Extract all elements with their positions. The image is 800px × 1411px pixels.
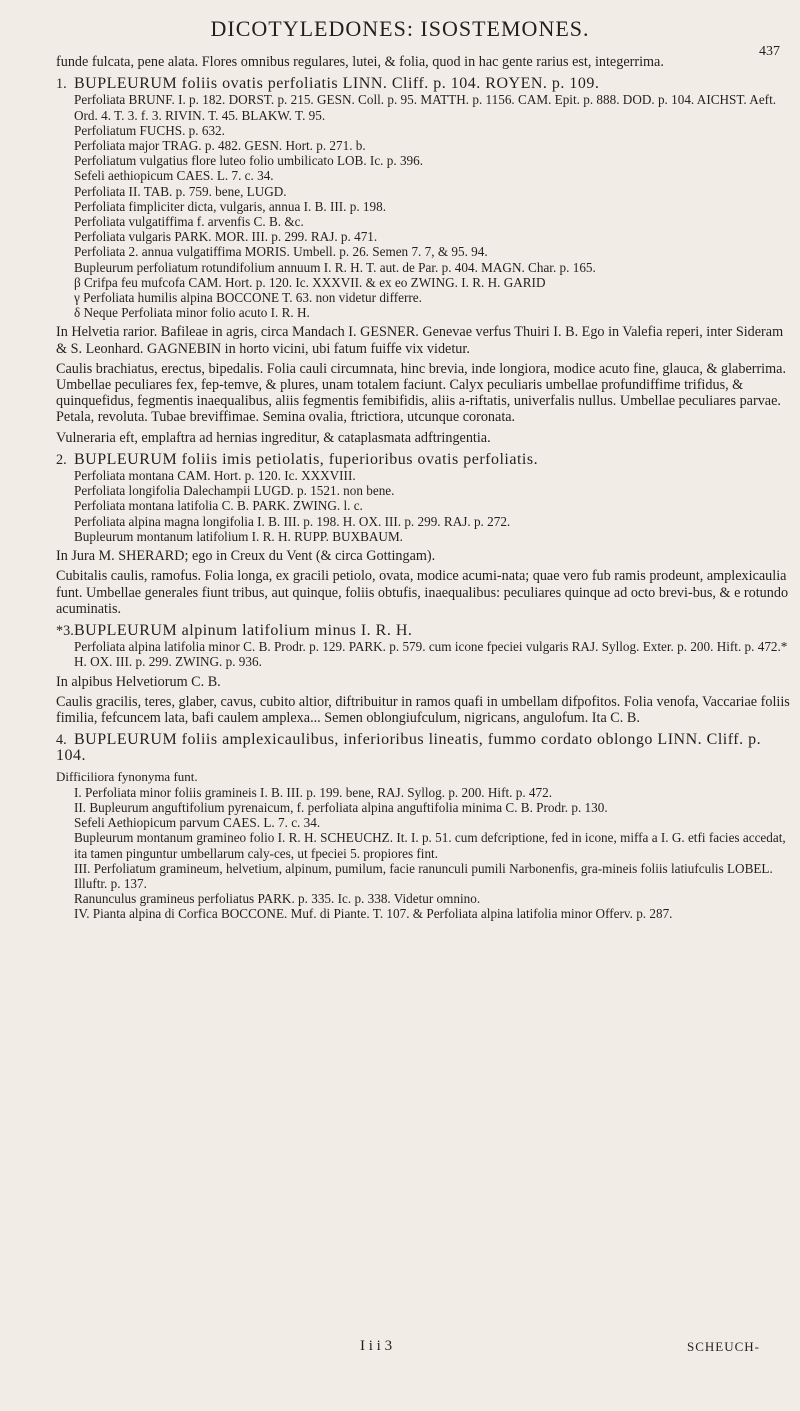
page-number: 437 [759, 44, 780, 59]
entry-3-synonyms [56, 639, 790, 669]
synonym-line: Perfoliata major TRAG. p. 482. GESN. Hort. p. 271. b. [74, 138, 366, 154]
synonym-line: Perfoliata vulgatiffima f. arvenfis C. B. &c. [74, 214, 304, 230]
synonym-line: Perfoliata 2. annua vulgatiffima MORIS. Umbell. p. 26. Semen 7. 7, & 95. 94. [74, 244, 488, 260]
entry-title: BUPLEURUM alpinum latifolium minus I. R. H. [74, 621, 413, 639]
synonym-line: Perfoliata montana CAM. Hort. p. 120. Ic. XXXVIII. [74, 468, 356, 484]
synonym-line: Perfoliata montana latifolia C. B. PARK. ZWING. l. c. [74, 498, 363, 514]
description-paragraph: Cubitalis caulis, ramofus. Folia longa, ex gracili petiolo, ovata, modice acumi-nata; quae vero fub ramis prodeunt, amplexicaulia funt. Umbellae generales fiunt tribus, aut quinque, foliis obtufis, inaequalibus: peculiares quinque ad octo brevi-bus, & e rotundo acuminatis. [56, 568, 789, 617]
synonym-line: Perfoliata II. TAB. p. 759. bene, LUGD. [74, 183, 287, 199]
habitat-paragraph: In alpibus Helvetiorum C. B. [56, 673, 221, 690]
synonym-line: III. Perfoliatum gramineum, helvetium, alpinum, pumilum, facie ranunculi pumili Narbonenfis, gra-mineis foliis latiufculis LOBEL. Illuftr. p. 137. [74, 860, 773, 891]
synonym-line: γ Perfoliata humilis alpina BOCCONE T. 63. non videtur differre. [74, 290, 422, 306]
description-paragraph: Caulis brachiatus, erectus, bipedalis. Folia cauli circumnata, hinc brevia, inde longiora, modice acuto fine, glauca, & glaberrima. Umbellae peculiares fex, fep-temve, & plures, unam totalem faciunt. Calyx peculiaris umbellae profundiffime trifidus, & quinquefidus, fegmentis inaequalibus, aliis fegmentis femibifidis, aliis a-riftatis, univerfalis nullus. Umbellae peculiares parvae. Petala, revoluta. Tubae breviffimae. Semina ovalia, ftrictiora, utcunque coronata. [56, 360, 787, 426]
synonym-line: I. Perfoliata minor foliis gramineis I. B. III. p. 199. bene, RAJ. Syllog. p. 200. Hift. p. 472. [74, 784, 552, 800]
entry-number: 4. [56, 732, 67, 749]
entry-number: 2. [56, 451, 67, 468]
synonym-line: Sefeli aethiopicum CAES. L. 7. c. 34. [74, 168, 274, 184]
entry-2-synonyms [56, 468, 790, 544]
body-text [56, 54, 790, 922]
synonym-line: Perfoliata alpina latifolia minor C. B. Prodr. p. 129. PARK. p. 579. cum icone fpeciei vulgaris RAJ. Syllog. Exter. p. 200. Hift. p. 472.* H. OX. III. p. 299. ZWING. p. 936. [74, 639, 788, 670]
synonym-line: Perfoliata BRUNF. I. p. 182. DORST. p. 215. GESN. Coll. p. 95. MATTH. p. 1156. CAM. Epit. p. 888. DOD. p. 104. AICHST. Aeft. Ord. 4. T. 3. f. 3. RIVIN. T. 45. BLAKW. T. 95. [74, 92, 777, 123]
description-paragraph: Caulis gracilis, teres, glaber, cavus, cubito altior, diftribuitur in ramos quafi in umbellam difpofitos. Folia venofa, Vaccariae foliis fimilia, fefcuncem lata, bafi caulem amplexa... Semen oblongiufculum, nigricans, angulofum. Ita C. B. [56, 693, 790, 726]
entry-1-synonyms [56, 92, 790, 320]
synonym-line: Perfoliatum FUCHS. p. 632. [74, 122, 225, 138]
entry-title: BUPLEURUM foliis ovatis perfoliatis LINN. Cliff. p. 104. ROYEN. p. 109. [74, 75, 600, 93]
catchword: SCHEUCH- [686, 1339, 760, 1354]
entry-title: BUPLEURUM foliis imis petiolatis, fuperioribus ovatis perfoliatis. [74, 450, 539, 468]
synonym-line: Perfoliata alpina magna longifolia I. B. III. p. 198. H. OX. III. p. 299. RAJ. p. 272. [74, 513, 511, 529]
synonym-line: β Crifpa feu mufcofa CAM. Hort. p. 120. Ic. XXXVII. & ex eo ZWING. I. R. H. GARID [74, 274, 546, 290]
use-paragraph: Vulneraria eft, emplaftra ad hernias ingreditur, & cataplasmata adftringentia. [56, 429, 491, 446]
entry-4-heading [56, 732, 790, 764]
entry-4-synonyms [56, 785, 790, 922]
synonym-line: Perfoliata vulgaris PARK. MOR. III. p. 299. RAJ. p. 471. [74, 229, 378, 245]
synonym-line: Bupleurum montanum gramineo folio I. R. H. SCHEUCHZ. It. I. p. 51. cum defcriptione, fed in icone, miffa a I. G. etfi facies accedat, ita tamen pinguntur umbellarum caly-ces, ut fpeciei 5. propiores fint. [74, 830, 786, 861]
synonym-line: Bupleurum montanum latifolium I. R. H. RUPP. BUXBAUM. [74, 528, 403, 544]
synonym-line: Ranunculus gramineus perfoliatus PARK. p. 335. Ic. p. 338. Videtur omnino. [74, 891, 481, 907]
synonym-line: Perfoliata fimpliciter dicta, vulgaris, annua I. B. III. p. 198. [74, 198, 387, 214]
intro-paragraph: funde fulcata, pene alata. Flores omnibus regulares, lutei, & folia, quod in hac gente rarius est, integerrima. [56, 54, 664, 70]
entry-1-heading [56, 76, 790, 92]
habitat-paragraph: In Jura M. SHERARD; ego in Creux du Vent (& circa Gottingam). [56, 548, 436, 565]
synonym-line: II. Bupleurum anguftifolium pyrenaicum, f. perfoliata alpina anguftifolia minima C. B. Prodr. p. 130. [74, 799, 608, 815]
entry-title: BUPLEURUM foliis amplexicaulibus, inferioribus lineatis, fummo cordato oblongo LINN. Cliff. p. 104. [56, 731, 762, 765]
synonym-line: Perfoliata longifolia Dalechampii LUGD. p. 1521. non bene. [74, 483, 395, 499]
synonym-line: Sefeli Aethiopicum parvum CAES. L. 7. c. 34. [74, 815, 321, 831]
note-line: Difficiliora fynonyma funt. [56, 768, 198, 784]
habitat-paragraph: In Helvetia rarior. Bafileae in agris, circa Mandach I. GESNER. Genevae verfus Thuiri I. B. Ego in Valefia reperi, inter Sideram & S. Leonhard. GAGNEBIN in horto vicini, ubi fatum fuiffe vix videtur. [56, 324, 784, 357]
synonym-line: δ Neque Perfoliata minor folio acuto I. R. H. [74, 305, 310, 321]
entry-number: 1. [56, 76, 67, 93]
synonym-line: Perfoliatum vulgatius flore luteo folio umbilicato LOB. Ic. p. 396. [74, 153, 424, 169]
synonym-line: Bupleurum perfoliatum rotundifolium annuum I. R. H. T. aut. de Par. p. 404. MAGN. Char. p. 165. [74, 259, 596, 275]
synonym-line: IV. Pianta alpina di Corfica BOCCONE. Muf. di Piante. T. 107. & Perfoliata alpina latifolia minor Offerv. p. 287. [74, 906, 673, 922]
entry-number: *3. [56, 622, 74, 639]
entry-2-heading [56, 452, 790, 468]
signature-mark: I i i 3 [360, 1338, 393, 1354]
running-header: DICOTYLEDONES: ISOSTEMONES. [210, 16, 590, 41]
entry-3-heading [56, 623, 790, 639]
